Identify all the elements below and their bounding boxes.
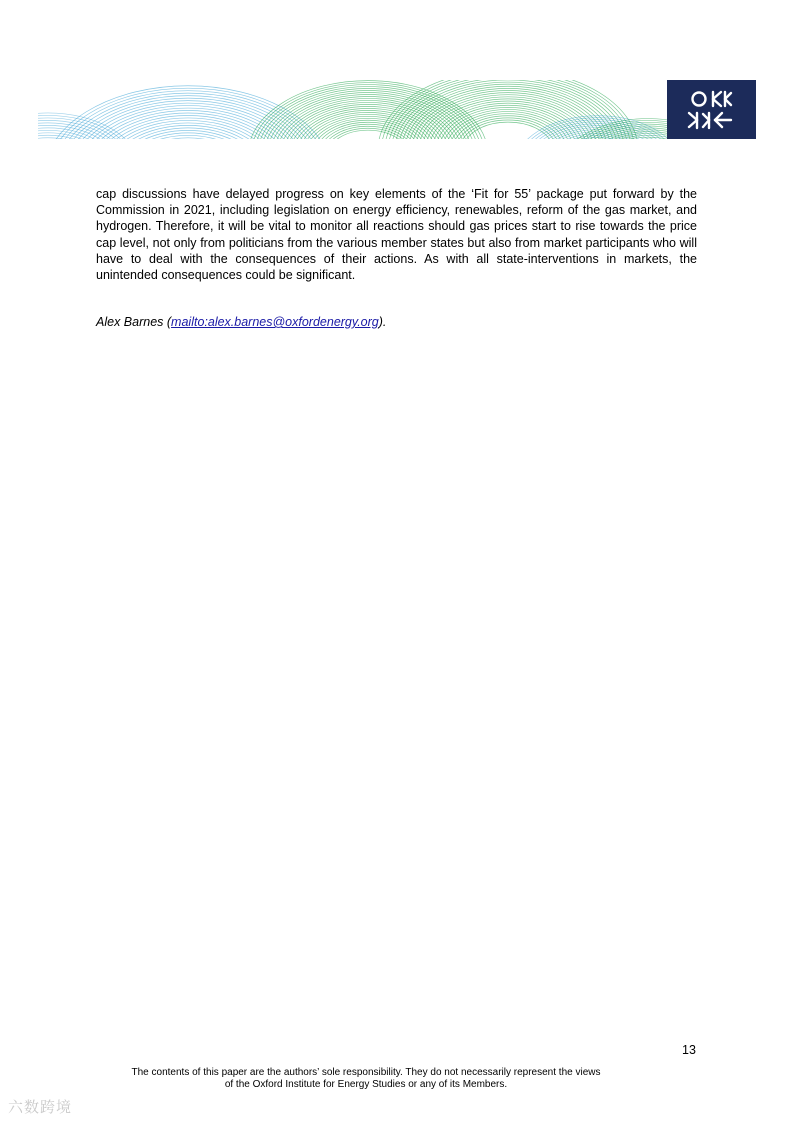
header-banner [38,80,756,139]
oies-logo-icon [667,80,756,139]
footer-line-2: of the Oxford Institute for Energy Studies or any of its Members. [224,1079,508,1090]
author-name: Alex Barnes [96,315,164,329]
footer-line-1: The contents of this paper are the authors’ sole responsibility. They do not necessarily represent the views [131,1067,601,1078]
body-paragraph: cap discussions have delayed progress on key elements of the ‘Fit for 55’ package put forward by the Commission in 2021, including legislation on energy efficiency, renewables, reform of the gas market, and hydrogen. Therefore, it will be vital to monitor all reactions should gas prices start to rise towards the price cap level, not only from politicians from the various member states but also from market participants who will have to deal with the consequences of their actions. As with all state-interventions in markets, the unintended consequences could be significant. [96,187,697,283]
watermark: 六数跨境 [8,1099,73,1116]
open-paren: ( [163,315,172,329]
author-email-link[interactable]: mailto:alex.barnes@oxfordenergy.org [171,315,379,329]
footer-disclaimer [100,1067,632,1091]
close-paren: ). [378,315,387,329]
author-signature [96,315,386,329]
wave-pattern [38,80,756,139]
page-number: 13 [682,1043,696,1057]
